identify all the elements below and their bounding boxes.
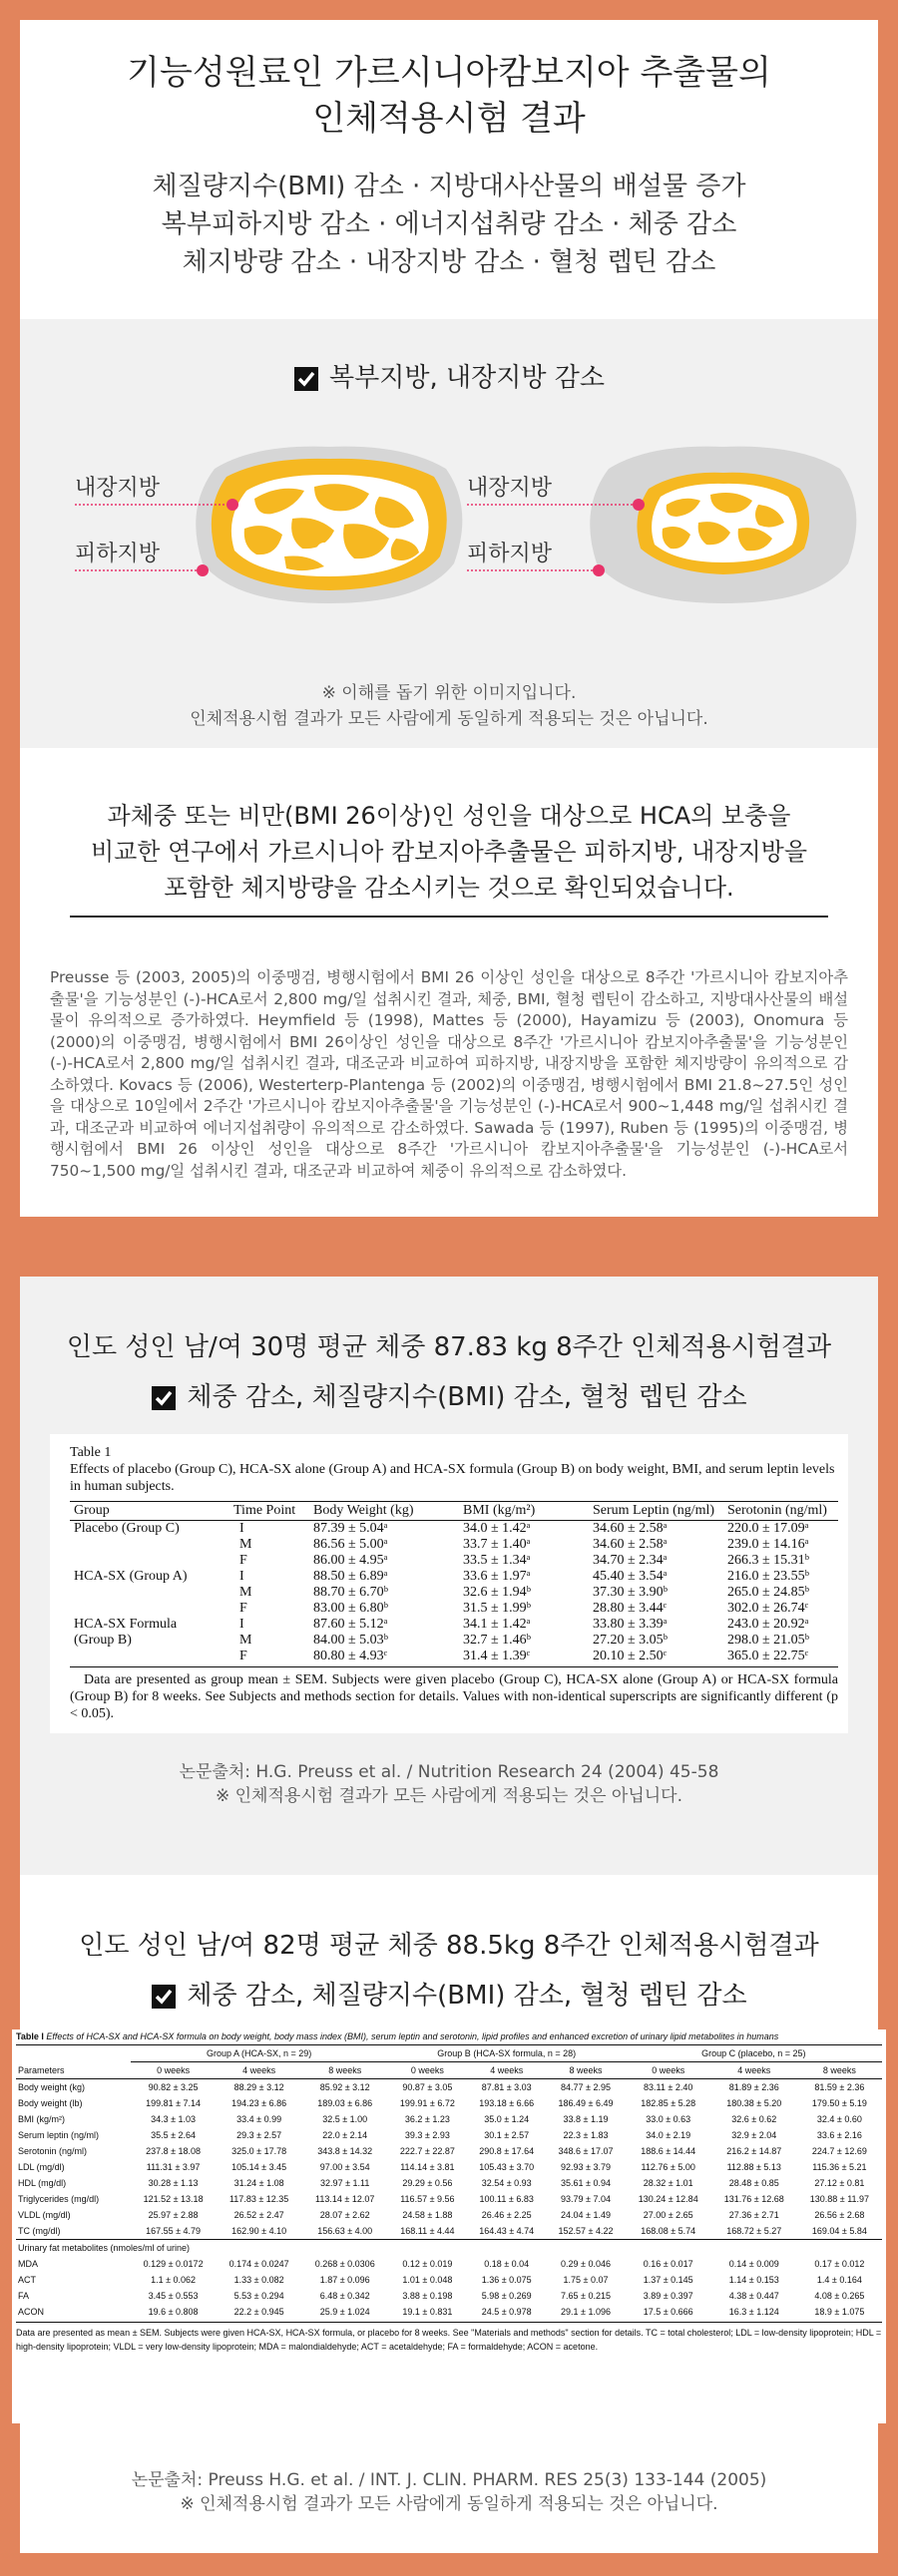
table2-value-cell: 216.2 ± 14.87 [726,2146,782,2156]
checkbox-icon [151,1984,177,2010]
benefit-line-2: 복부피하지방 감소 · 에너지섭취량 감소 · 체중 감소 [161,209,737,239]
table2-week-header: 4 weeks [242,2065,276,2075]
table2-footnote: Data are presented as mean ± SEM. Subjects were given HCA-SX, HCA-SX formula, or placebo for 8 weeks. See "Materials and methods" section for details. TC = total cholesterol; LDL = low-density lipoprotein; HDL = high-density lipoprotein; VLDL = very low-density lipoprotein; MDA = malondialdehyde; ACT = acetaldehyde; FA = formaldehyde; ACON = acetone. [16,2328,882,2352]
table2-value-cell: 24.04 ± 1.49 [561,2210,611,2220]
table2-value-cell: 156.63 ± 4.00 [317,2226,373,2236]
studies-paragraph: Preusse 등 (2003, 2005)의 이중맹검, 병행시험에서 BMI 26 이상인 성인을 대상으로 8주간 '가르시니아 캄보지아추출물'을 기능성분인 (-)-HCA로서 2,800 mg/일 섭취시킨 결과, 체중, BMI, 혈청 렙틴이 감소하고, 지방대사산물의 배설물이 유의적으로 증가하였다. Heymfield 등 (1998), Mattes 등 (2000), Hayamizu 등 (2003), Onomura 등 (2000)의 이중맹검, 병행시험에서 BMI 26이상인 성인을 대상으로 8주간 '가르시니아 캄보지아추출물'을 기능성분인 (-)-HCA로서 2,800 mg/일 섭취시킨 결과, 대조군과 비교하여 피하지방, 내장지방을 포함한 체지방량이 유의적으로 감소하였다. Kovacs 등 (2006), Westerterp-Plantenga 등 (2002)의 이중맹검, 병행시험에서 BMI 21.8~27.5인 성인을 대상으로 10일에서 2주간 '가르시니아 캄보지아추출물'을 기능성분인 (-)-HCA로서 900~1,448 mg/일 섭취시킨 결과, 대조군과 비교하여 에너지섭취량이 유의적으로 감소하였다. Sawada 등 (1997), Ruben 등 (1995)의 이중맹검, 병행시험에서 BMI 26 이상인 성인을 대상으로 8주간 '가르시니아 캄보지아추출물'을 기능성분인 (-)-HCA로서 750~1,500 mg/일 섭취시킨 결과, 대조군과 비교하여 체중이 유의적으로 감소하였다. [50,968,848,1180]
table-row [70,1601,838,1617]
table2-value-cell: 33.0 ± 0.63 [646,2114,691,2124]
table2-value-cell: 1.33 ± 0.082 [233,2275,284,2285]
table-row [16,2079,882,2096]
title-line-1: 기능성원료인 가르시니아캄보지아 추출물의 [127,53,771,93]
table2-value-cell: 0.129 ± 0.0172 [143,2259,204,2269]
study1-heading [20,1376,878,1413]
table2-value-cell: 19.1 ± 0.831 [402,2307,453,2317]
table1-value-cell: 239.0 ± 14.16ᵃ [727,1537,809,1552]
table2-value-cell: 3.45 ± 0.553 [148,2291,199,2301]
table1-value-cell: I [239,1521,244,1536]
table2-group-header: Group C (placebo, n = 25) [626,2045,882,2062]
table1-value-cell: 80.80 ± 4.93ᶜ [313,1649,388,1663]
table2-value-cell: 33.8 ± 1.19 [563,2114,609,2124]
table2-value-cell: 90.87 ± 3.05 [402,2082,453,2092]
table1-value-cell: 83.00 ± 6.80ᵇ [313,1601,389,1616]
table1-value-cell: 220.0 ± 17.09ᵃ [727,1521,809,1536]
table1-value-cell: 33.6 ± 1.97ᵃ [463,1569,531,1584]
table2-value-cell: 199.81 ± 7.14 [146,2098,202,2108]
table2-value-cell: 22.0 ± 2.14 [322,2130,368,2140]
table-row [70,1553,838,1569]
study1-source [20,1760,878,1808]
table1-column-header: BMI (kg/m²) [463,1503,536,1518]
table2-label: Table I [16,2031,44,2041]
table2-week-header: 0 weeks [157,2065,191,2075]
table2-value-cell: 25.97 ± 2.88 [148,2210,199,2220]
table2-value-cell: 325.0 ± 17.78 [231,2146,287,2156]
table2-value-cell: 182.85 ± 5.28 [641,2098,696,2108]
table2-week-header: 4 weeks [737,2065,771,2075]
table2-value-cell: 3.88 ± 0.198 [402,2291,453,2301]
table2-parameter-cell: BMI (kg/m²) [18,2114,65,2124]
table1-value-cell: I [239,1569,244,1584]
table1-group-cell [70,1537,229,1553]
table2-parameter-cell: ACT [18,2275,36,2285]
left-subcutaneous-label: 피하지방 [75,542,161,566]
right-visceral-label: 내장지방 [467,476,553,501]
table1-value-cell: 31.5 ± 1.99ᵇ [463,1601,532,1616]
table2-value-cell: 27.00 ± 2.65 [643,2210,693,2220]
table2-value-cell: 34.0 ± 2.19 [646,2130,691,2140]
table1-value-cell: 266.3 ± 15.31ᵇ [727,1553,810,1568]
table2-value-cell: 0.268 ± 0.0306 [314,2259,375,2269]
table2-value-cell: 5.98 ± 0.269 [481,2291,532,2301]
table2-value-cell: 16.3 ± 1.124 [728,2307,779,2317]
table2-value-cell: 33.4 ± 0.99 [236,2114,282,2124]
table-row [70,1585,838,1601]
table1-value-cell: 34.60 ± 2.58ᵃ [593,1521,668,1536]
table2-parameter-cell: ACON [18,2307,45,2317]
table2-value-cell: 29.3 ± 2.57 [236,2130,282,2140]
table2-value-cell: 117.83 ± 12.35 [228,2194,289,2204]
table2-value-cell: 168.72 ± 5.27 [726,2226,782,2236]
study2-table-figure [12,2029,886,2423]
table2-value-cell: 131.76 ± 12.68 [723,2194,784,2204]
table2-parameter-cell: Triglycerides (mg/dl) [18,2194,100,2204]
left-visceral-label: 내장지방 [75,476,161,501]
table-row [70,1521,838,1538]
table1-caption: Effects of placebo (Group C), HCA-SX alone (Group A) and HCA-SX formula (Group B) on body weight, BMI, and serum leptin levels in human subjects. [70,1462,835,1494]
table2-urinary-header: Urinary fat metabolites (nmoles/ml of urine) [18,2243,191,2253]
table2-value-cell: 164.43 ± 4.74 [479,2226,535,2236]
table-row [70,1537,838,1553]
table2-caption: Effects of HCA-SX and HCA-SX formula on body weight, body mass index (BMI), serum leptin and serotonin, lipid profiles and enhanced excretion of urinary lipid metabolites in humans [46,2031,779,2041]
table2-value-cell: 17.5 ± 0.666 [643,2307,693,2317]
table-row [16,2304,882,2320]
table1-value-cell: 302.0 ± 26.74ᶜ [727,1601,809,1616]
table2-value-cell: 31.24 ± 1.08 [233,2178,284,2188]
table2-value-cell: 1.1 ± 0.062 [151,2275,197,2285]
table2-value-cell: 0.18 ± 0.04 [484,2259,530,2269]
table1-group-cell: Placebo (Group C) [74,1521,180,1536]
study2-source-text: 논문출처: Preuss H.G. et al. / INT. J. CLIN. PHARM. RES 25(3) 133-144 (2005) [131,2470,767,2490]
table2-value-cell: 162.90 ± 4.10 [231,2226,287,2236]
table1-value-cell: 34.70 ± 2.34ᵃ [593,1553,668,1568]
table1-value-cell: 88.50 ± 6.89ᵃ [313,1569,388,1584]
table2-value-cell: 35.61 ± 0.94 [561,2178,611,2188]
table2-week-header: 4 weeks [490,2065,524,2075]
table1-value-cell: 87.60 ± 5.12ᵃ [313,1617,388,1632]
checkbox-icon [293,366,319,392]
table-row [16,2095,882,2111]
table-row [70,1649,838,1664]
study2-card [16,1875,882,2553]
table1-value-cell: 27.20 ± 3.05ᵇ [593,1633,669,1648]
table-row [70,1569,838,1585]
table1-group-cell: (Group B) [74,1633,132,1648]
table2-value-cell: 188.6 ± 14.44 [641,2146,696,2156]
table2-value-cell: 4.08 ± 0.265 [814,2291,865,2301]
table2-week-header: 8 weeks [328,2065,362,2075]
table2-value-cell: 32.4 ± 0.60 [816,2114,862,2124]
table-row [16,2127,882,2143]
table1 [70,1502,838,1664]
table2-value-cell: 26.52 ± 2.47 [233,2210,284,2220]
table2-value-cell: 6.48 ± 0.342 [319,2291,370,2301]
table1-value-cell: M [239,1633,252,1648]
table2-group-header: Group A (HCA-SX, n = 29) [131,2045,388,2062]
table1-value-cell: I [239,1617,244,1632]
table2-value-cell: 36.2 ± 1.23 [404,2114,450,2124]
table2-urinary-header-row [16,2240,882,2257]
table2-value-cell: 27.12 ± 0.81 [814,2178,865,2188]
table2-value-cell: 32.97 ± 1.11 [320,2178,370,2188]
table2-parameter-cell: HDL (mg/dl) [18,2178,67,2188]
table2-parameter-cell: Body weight (lb) [18,2098,83,2108]
table2-value-cell: 97.00 ± 3.54 [319,2162,370,2172]
table2-value-cell: 19.6 ± 0.808 [148,2307,199,2317]
table2-value-cell: 0.29 ± 0.046 [561,2259,611,2269]
study2-heading [20,1975,878,2012]
table2-value-cell: 29.29 ± 0.56 [402,2178,453,2188]
table-row [16,2223,882,2240]
table2-value-cell: 130.88 ± 11.97 [809,2194,870,2204]
table2-value-cell: 85.92 ± 3.12 [319,2082,370,2092]
lead-line-2: 비교한 연구에서 가르시니아 캄보지아추출물은 피하지방, 내장지방을 [90,838,808,866]
table2-value-cell: 32.9 ± 2.04 [731,2130,777,2140]
table2-value-cell: 222.7 ± 22.87 [399,2146,455,2156]
table2-value-cell: 28.07 ± 2.62 [319,2210,370,2220]
table1-column-header: Serum Leptin (ng/ml) [593,1503,715,1518]
table2-value-cell: 87.81 ± 3.03 [481,2082,532,2092]
table2-value-cell: 169.04 ± 5.84 [811,2226,867,2236]
table2-value-cell: 32.54 ± 0.93 [481,2178,532,2188]
table1-column-header: Serotonin (ng/ml) [727,1503,827,1518]
table-row [16,2288,882,2304]
title-line-2: 인체적용시험 결과 [312,99,586,139]
table2-value-cell: 121.52 ± 13.18 [143,2194,204,2204]
table2-parameter-cell: Serum leptin (ng/ml) [18,2130,100,2140]
table2-value-cell: 116.57 ± 9.56 [400,2194,455,2204]
table2-value-cell: 0.14 ± 0.009 [728,2259,779,2269]
table1-label: Table 1 [70,1445,112,1460]
table2-value-cell: 7.65 ± 0.215 [561,2291,611,2301]
table1-group-cell [70,1585,229,1601]
table1-group-cell: HCA-SX Formula [74,1617,178,1632]
table2-parameter-cell: Body weight (kg) [18,2082,86,2092]
table2-value-cell: 111.31 ± 3.97 [146,2162,201,2172]
table1-group-cell [70,1649,229,1664]
table1-value-cell: 32.6 ± 1.94ᵇ [463,1585,532,1600]
table1-value-cell: M [239,1585,252,1600]
lead-line-3: 포함한 체지방량을 감소시키는 것으로 확인되었습니다. [164,874,734,902]
table2-value-cell: 152.57 ± 4.22 [558,2226,614,2236]
checkbox-icon [151,1385,177,1411]
table2-value-cell: 168.11 ± 4.44 [400,2226,455,2236]
table-row [16,2159,882,2175]
fat-heading [20,357,878,394]
table2-value-cell: 81.59 ± 2.36 [814,2082,865,2092]
table2 [16,2045,882,2320]
table1-value-cell: 84.00 ± 5.03ᵇ [313,1633,389,1648]
table1-value-cell: 216.0 ± 23.55ᵇ [727,1569,810,1584]
right-subcutaneous-label: 피하지방 [467,542,553,566]
table-row [16,2175,882,2191]
table1-value-cell: 86.56 ± 5.00ᵃ [313,1537,388,1552]
table2-value-cell: 114.14 ± 3.81 [400,2162,455,2172]
table1-value-cell: 86.00 ± 4.95ᵃ [313,1553,388,1568]
lead-line-1: 과체중 또는 비만(BMI 26이상)인 성인을 대상으로 HCA의 보충을 [107,802,791,830]
table2-week-header: 0 weeks [652,2065,685,2075]
study1-card [20,1277,878,1875]
table2-caption-line [16,2031,882,2041]
study2-title: 인도 성인 남/여 82명 평균 체중 88.5kg 8주간 인체적용시험결과 [79,1931,819,1961]
table2-value-cell: 186.49 ± 6.49 [558,2098,614,2108]
table-row [16,2191,882,2207]
table2-value-cell: 92.93 ± 3.79 [561,2162,611,2172]
table1-value-cell: 33.5 ± 1.34ᵃ [463,1553,531,1568]
table2-value-cell: 1.37 ± 0.145 [643,2275,693,2285]
fat-diagram-card [20,319,878,748]
table2-value-cell: 0.17 ± 0.012 [814,2259,865,2269]
table2-value-cell: 194.23 ± 6.86 [231,2098,287,2108]
table-row [16,2207,882,2223]
table2-value-cell: 88.29 ± 3.12 [233,2082,284,2092]
table1-value-cell: 34.0 ± 1.42ᵃ [463,1521,531,1536]
table2-value-cell: 32.5 ± 1.00 [322,2114,368,2124]
table2-value-cell: 115.36 ± 5.21 [812,2162,867,2172]
table2-value-cell: 167.55 ± 4.79 [146,2226,202,2236]
note-line-1: ※ 이해를 돕기 위한 이미지입니다. [321,683,577,703]
study1-source-text: 논문출처: H.G. Preuss et al. / Nutrition Research 24 (2004) 45-58 [179,1762,719,1782]
table1-group-cell [70,1601,229,1617]
table1-value-cell: 33.80 ± 3.39ᵃ [593,1617,668,1632]
table2-value-cell: 237.8 ± 18.08 [146,2146,202,2156]
table2-value-cell: 105.43 ± 3.70 [479,2162,535,2172]
study1-note: ※ 인체적용시험 결과가 모든 사람에게 적용되는 것은 아닙니다. [215,1786,683,1806]
page-title [20,50,878,142]
table2-week-header: 8 weeks [822,2065,856,2075]
study1-table-figure [50,1434,848,1733]
table2-value-cell: 27.36 ± 2.71 [728,2210,779,2220]
table2-value-cell: 30.28 ± 1.13 [148,2178,199,2188]
table2-value-cell: 199.91 ± 6.72 [399,2098,455,2108]
lead-card [20,748,878,918]
table2-parameter-cell: VLDL (mg/dl) [18,2210,71,2220]
table1-value-cell: M [239,1537,252,1552]
table2-value-cell: 112.76 ± 5.00 [641,2162,695,2172]
table1-value-cell: 88.70 ± 6.70ᵇ [313,1585,389,1600]
table2-value-cell: 26.46 ± 2.25 [481,2210,532,2220]
table1-group-cell [70,1553,229,1569]
table2-corner-cell [16,2045,131,2062]
study2-note: ※ 인체적용시험 결과가 모든 사람에게 동일하게 적용되는 것은 아닙니다. [180,2494,718,2514]
table1-value-cell: F [239,1601,247,1616]
table2-value-cell: 25.9 ± 1.024 [319,2307,370,2317]
table2-value-cell: 179.50 ± 5.19 [811,2098,867,2108]
table-row [70,1617,838,1633]
table2-value-cell: 5.53 ± 0.294 [233,2291,284,2301]
benefit-line-3: 체지방량 감소 · 내장지방 감소 · 혈청 렙틴 감소 [182,247,716,277]
table1-value-cell: F [239,1649,247,1663]
table-row [16,2272,882,2288]
table2-value-cell: 26.56 ± 2.68 [814,2210,865,2220]
table2-value-cell: 28.32 ± 1.01 [643,2178,693,2188]
lead-statement [20,798,878,906]
table2-value-cell: 35.5 ± 2.64 [151,2130,197,2140]
table2-value-cell: 24.5 ± 0.978 [481,2307,532,2317]
left-pointer-lines [75,489,254,578]
table2-value-cell: 348.6 ± 17.07 [558,2146,614,2156]
table2-value-cell: 90.82 ± 3.25 [148,2082,199,2092]
table2-value-cell: 113.14 ± 12.07 [315,2194,375,2204]
table2-value-cell: 290.8 ± 17.64 [479,2146,535,2156]
table2-value-cell: 130.24 ± 12.84 [638,2194,698,2204]
table1-value-cell: 265.0 ± 24.85ᵇ [727,1585,810,1600]
note-line-2: 인체적용시험 결과가 모든 사람에게 동일하게 적용되는 것은 아닙니다. [190,709,708,729]
table2-value-cell: 112.88 ± 5.13 [726,2162,781,2172]
table2-value-cell: 30.1 ± 2.57 [484,2130,530,2140]
table1-value-cell: 87.39 ± 5.04ᵃ [313,1521,388,1536]
table2-value-cell: 100.11 ± 6.83 [479,2194,534,2204]
table2-value-cell: 84.77 ± 2.95 [561,2082,611,2092]
table2-parameter-cell: TC (mg/dl) [18,2226,61,2236]
table2-value-cell: 343.8 ± 14.32 [317,2146,373,2156]
table2-week-header: 8 weeks [569,2065,603,2075]
table1-value-cell: 365.0 ± 22.75ᶜ [727,1649,809,1663]
table2-parameters-header: Parameters [18,2064,65,2075]
table1-column-header: Body Weight (kg) [313,1503,414,1518]
table2-parameter-cell: MDA [18,2259,38,2269]
table2-value-cell: 93.79 ± 7.04 [561,2194,611,2204]
table2-value-cell: 1.01 ± 0.048 [402,2275,453,2285]
table2-value-cell: 1.4 ± 0.164 [816,2275,862,2285]
table1-value-cell: 34.60 ± 2.58ᵃ [593,1537,668,1552]
table1-column-header: Time Point [233,1503,296,1518]
table2-value-cell: 81.89 ± 2.36 [728,2082,779,2092]
table2-value-cell: 1.75 ± 0.07 [563,2275,609,2285]
table2-parameter-cell: LDL (mg/dl) [18,2162,65,2172]
table2-week-header: 0 weeks [410,2065,444,2075]
studies-card [20,918,878,1217]
table2-value-cell: 105.14 ± 3.45 [231,2162,287,2172]
table2-value-cell: 193.18 ± 6.66 [479,2098,535,2108]
study2-heading-text: 체중 감소, 체질량지수(BMI) 감소, 혈청 렙틴 감소 [187,1981,747,2011]
table2-value-cell: 39.3 ± 2.93 [404,2130,450,2140]
table2-value-cell: 0.12 ± 0.019 [402,2259,453,2269]
table1-value-cell: 31.4 ± 1.39ᶜ [463,1649,531,1663]
table2-value-cell: 32.6 ± 0.62 [731,2114,777,2124]
table2-value-cell: 22.2 ± 0.945 [233,2307,284,2317]
table2-value-cell: 22.3 ± 1.83 [563,2130,609,2140]
table1-footnote: Data are presented as group mean ± SEM. Subjects were given placebo (Group C), HCA-SX alone (Group A) or HCA-SX formula (Group B) for 8 weeks. See Subjects and methods section for details. Values with non-identical superscripts are significantly different (p < 0.05). [70,1672,838,1721]
table2-parameter-cell: FA [18,2291,30,2301]
table2-value-cell: 29.1 ± 1.096 [561,2307,611,2317]
table2-value-cell: 34.3 ± 1.03 [151,2114,197,2124]
table2-value-cell: 189.03 ± 6.86 [317,2098,373,2108]
table-row [70,1633,838,1649]
right-pointer-lines [467,489,667,578]
table2-value-cell: 33.6 ± 2.16 [816,2130,862,2140]
table2-value-cell: 35.0 ± 1.24 [484,2114,530,2124]
header-card [20,20,878,319]
table2-value-cell: 4.38 ± 0.447 [728,2291,779,2301]
table-row [16,2143,882,2159]
table1-value-cell: 45.40 ± 3.54ᵃ [593,1569,668,1584]
table-row [16,2111,882,2127]
table2-value-cell: 3.89 ± 0.397 [643,2291,693,2301]
table2-value-cell: 224.7 ± 12.69 [811,2146,867,2156]
table2-value-cell: 168.08 ± 5.74 [641,2226,696,2236]
benefit-summary [20,168,878,281]
table1-value-cell: 33.7 ± 1.40ᵃ [463,1537,531,1552]
table1-value-cell: 37.30 ± 3.90ᵇ [593,1585,669,1600]
table2-value-cell: 18.9 ± 1.075 [814,2307,865,2317]
table1-value-cell: 20.10 ± 2.50ᶜ [593,1649,668,1663]
table2-value-cell: 1.36 ± 0.075 [481,2275,532,2285]
table1-value-cell: 28.80 ± 3.44ᶜ [593,1601,668,1616]
table1-value-cell: 34.1 ± 1.42ᵃ [463,1617,531,1632]
table2-value-cell: 0.16 ± 0.017 [643,2259,693,2269]
table-row [16,2256,882,2272]
study2-source [20,2468,878,2516]
table2-value-cell: 83.11 ± 2.40 [644,2082,693,2092]
table1-value-cell: 32.7 ± 1.46ᵇ [463,1633,532,1648]
table2-value-cell: 0.174 ± 0.0247 [228,2259,289,2269]
table1-column-header: Group [74,1503,110,1518]
benefit-line-1: 체질량지수(BMI) 감소 · 지방대사산물의 배설물 증가 [152,172,746,201]
table1-value-cell: 243.0 ± 20.92ᵃ [727,1617,809,1632]
fat-diagram-note [20,680,878,732]
table1-value-cell: 298.0 ± 21.05ᵇ [727,1633,810,1648]
table1-value-cell: F [239,1553,247,1568]
table2-parameter-cell: Serotonin (ng/ml) [18,2146,88,2156]
study1-heading-text: 체중 감소, 체질량지수(BMI) 감소, 혈청 렙틴 감소 [187,1382,747,1412]
table2-value-cell: 1.87 ± 0.096 [319,2275,370,2285]
table2-value-cell: 1.14 ± 0.153 [728,2275,779,2285]
fat-heading-text: 복부지방, 내장지방 감소 [329,363,605,393]
table2-value-cell: 28.48 ± 0.85 [728,2178,779,2188]
table2-value-cell: 180.38 ± 5.20 [726,2098,782,2108]
table2-value-cell: 24.58 ± 1.88 [402,2210,453,2220]
table1-group-cell: HCA-SX (Group A) [74,1569,188,1584]
table2-group-header: Group B (HCA-SX formula, n = 28) [388,2045,626,2062]
study1-title: 인도 성인 남/여 30명 평균 체중 87.83 kg 8주간 인체적용시험결과 [66,1332,832,1362]
